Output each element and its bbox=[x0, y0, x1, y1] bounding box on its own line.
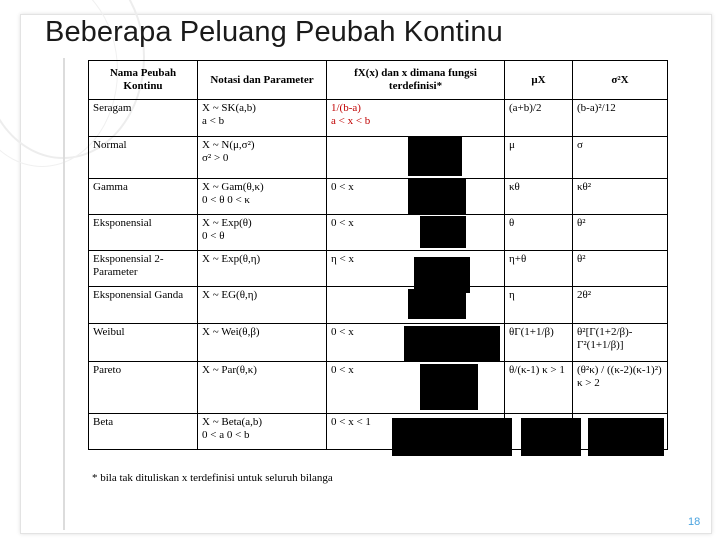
table-row bbox=[89, 215, 668, 251]
redacted-formula-image bbox=[392, 418, 512, 456]
table-row bbox=[89, 137, 668, 179]
cell-pdf: 0 < x bbox=[327, 324, 505, 362]
cell-pdf: 0 < x bbox=[327, 362, 505, 414]
cell-pdf: η < x bbox=[327, 251, 505, 287]
cell-notation: X ~ Par(θ,κ) bbox=[198, 362, 327, 414]
cell-notation bbox=[198, 100, 327, 137]
param-text: 0 < a 0 < b bbox=[202, 429, 250, 441]
table-footnote: * bila tak dituliskan x terdefinisi untuk seluruh bilanga bbox=[92, 472, 333, 484]
cell-pdf: 0 < x < 1 bbox=[327, 414, 505, 450]
table-header-row bbox=[89, 61, 668, 100]
cell-notation bbox=[198, 179, 327, 215]
redacted-formula-image bbox=[521, 418, 581, 456]
cell-name: Gamma bbox=[89, 179, 198, 215]
cell-mean: θΓ(1+1/β) bbox=[505, 324, 573, 362]
left-accent-rule bbox=[63, 58, 65, 530]
header-pdf: fX(x) dan x dimana fungsi terdefinisi* bbox=[327, 61, 505, 100]
notation-text: X ~ Exp(θ) bbox=[202, 217, 252, 229]
redacted-formula-image bbox=[420, 364, 478, 410]
cell-notation: X ~ EG(θ,η) bbox=[198, 287, 327, 324]
cell-variance: 2θ² bbox=[573, 287, 668, 324]
table-row bbox=[89, 179, 668, 215]
redacted-formula-image bbox=[408, 289, 466, 319]
cell-pdf: 0 < x bbox=[327, 215, 505, 251]
slide-title: Beberapa Peluang Peubah Kontinu bbox=[45, 16, 503, 48]
cell-mean: μ bbox=[505, 137, 573, 179]
param-text: a < b bbox=[202, 115, 225, 127]
pdf-domain-text: a < x < b bbox=[331, 115, 371, 127]
cell-name: Beta bbox=[89, 414, 198, 450]
cell-mean: κθ bbox=[505, 179, 573, 215]
cell-variance: θ² bbox=[573, 215, 668, 251]
cell-pdf: 0 < x bbox=[327, 179, 505, 215]
cell-mean: η+θ bbox=[505, 251, 573, 287]
cell-name: Eksponensial 2-Parameter bbox=[89, 251, 198, 287]
distribution-table bbox=[88, 60, 668, 450]
notation-text: X ~ Gam(θ,κ) bbox=[202, 181, 264, 193]
cell-mean: (a+b)/2 bbox=[505, 100, 573, 137]
cell-name: Eksponensial bbox=[89, 215, 198, 251]
redacted-formula-image bbox=[420, 216, 466, 248]
table-row bbox=[89, 324, 668, 362]
cell-mean: η bbox=[505, 287, 573, 324]
param-text: σ² > 0 bbox=[202, 152, 229, 164]
cell-variance: (b-a)²/12 bbox=[573, 100, 668, 137]
cell-notation: X ~ Exp(θ,η) bbox=[198, 251, 327, 287]
cell-name: Normal bbox=[89, 137, 198, 179]
cell-name: Weibul bbox=[89, 324, 198, 362]
table-row bbox=[89, 287, 668, 324]
header-mean: μX bbox=[505, 61, 573, 100]
param-text: 0 < θ bbox=[202, 230, 225, 242]
cell-name: Eksponensial Ganda bbox=[89, 287, 198, 324]
redacted-formula-image bbox=[408, 136, 462, 176]
header-name: Nama Peubah Kontinu bbox=[89, 61, 198, 100]
table-row bbox=[89, 251, 668, 287]
cell-variance: (θ²κ) / ((κ-2)(κ-1)²) κ > 2 bbox=[573, 362, 668, 414]
cell-variance: θ² bbox=[573, 251, 668, 287]
cell-variance: θ²[Γ(1+2/β)-Γ²(1+1/β)] bbox=[573, 324, 668, 362]
param-text: 0 < θ 0 < κ bbox=[202, 194, 250, 206]
cell-variance: κθ² bbox=[573, 179, 668, 215]
page-number: 18 bbox=[688, 516, 701, 528]
cell-mean: θ/(κ-1) κ > 1 bbox=[505, 362, 573, 414]
redacted-formula-image bbox=[588, 418, 664, 456]
redacted-formula-image bbox=[404, 326, 500, 362]
header-variance: σ²X bbox=[573, 61, 668, 100]
cell-name: Pareto bbox=[89, 362, 198, 414]
cell-variance: σ bbox=[573, 137, 668, 179]
cell-notation bbox=[198, 215, 327, 251]
header-notation: Notasi dan Parameter bbox=[198, 61, 327, 100]
pdf-text: 1/(b-a) bbox=[331, 102, 361, 114]
notation-text: X ~ N(μ,σ²) bbox=[202, 139, 255, 151]
cell-notation: X ~ Wei(θ,β) bbox=[198, 324, 327, 362]
table-row bbox=[89, 100, 668, 137]
cell-notation bbox=[198, 414, 327, 450]
cell-name: Seragam bbox=[89, 100, 198, 137]
cell-pdf bbox=[327, 100, 505, 137]
cell-mean: θ bbox=[505, 215, 573, 251]
redacted-formula-image bbox=[408, 178, 466, 214]
cell-notation bbox=[198, 137, 327, 179]
notation-text: X ~ SK(a,b) bbox=[202, 102, 256, 114]
notation-text: X ~ Beta(a,b) bbox=[202, 416, 263, 428]
table-row bbox=[89, 362, 668, 414]
redacted-formula-image bbox=[414, 257, 470, 293]
